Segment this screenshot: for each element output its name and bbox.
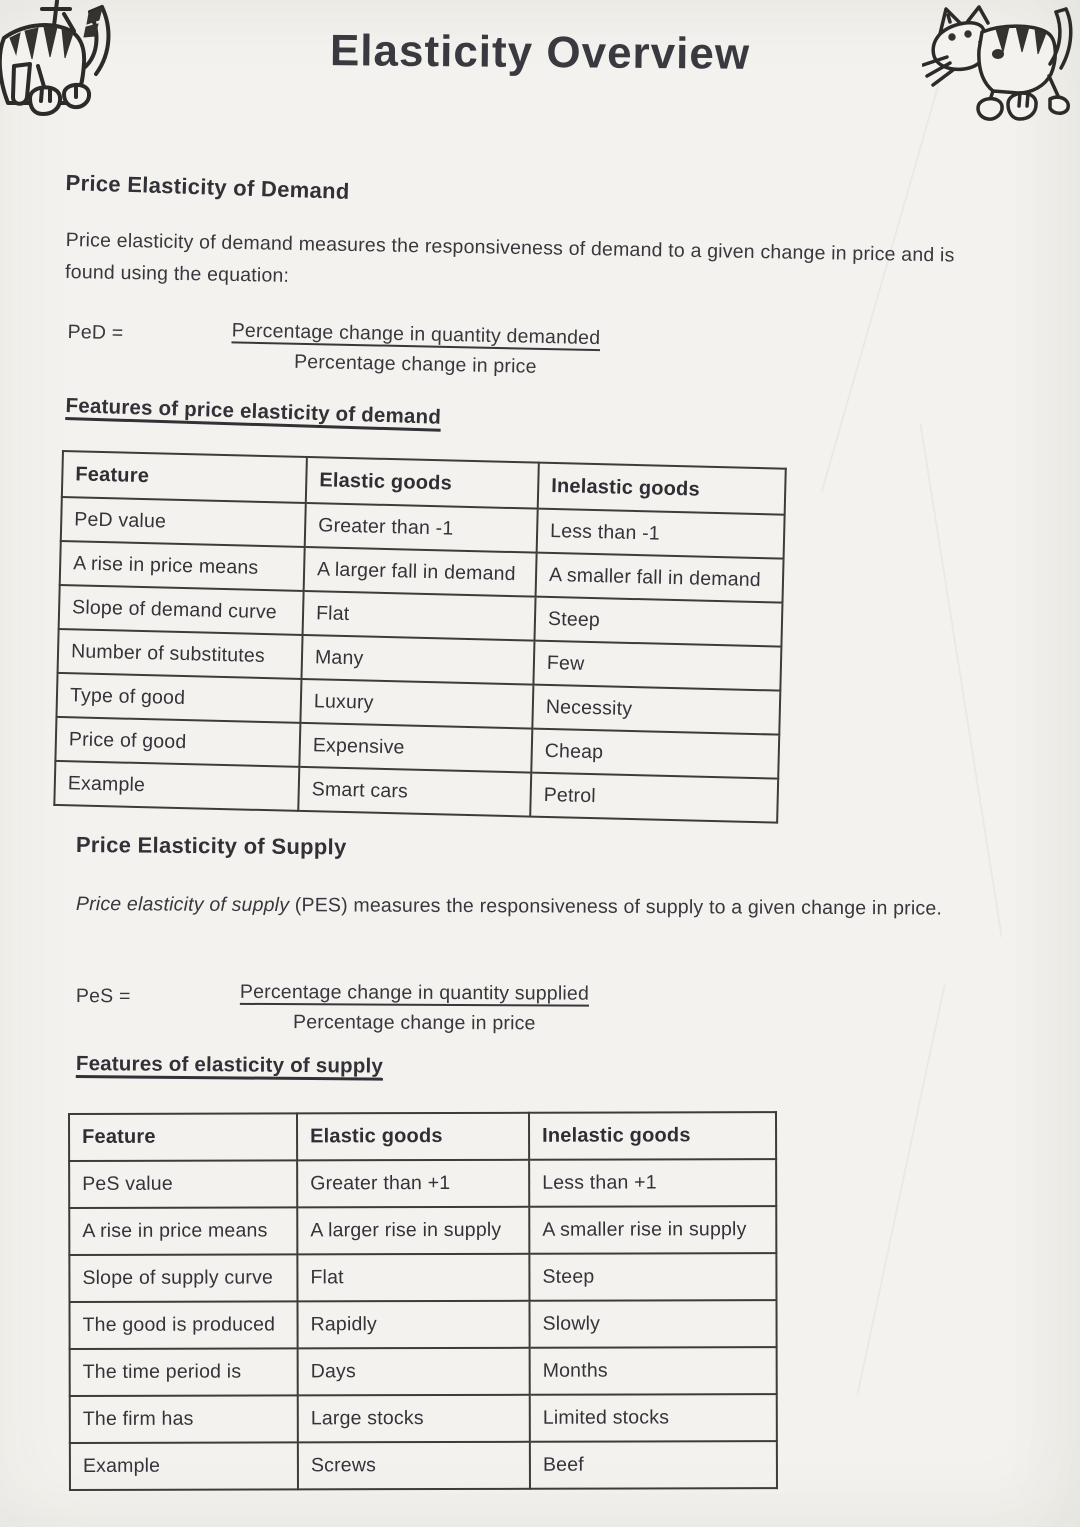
table-cell: Flat: [303, 591, 536, 641]
table-row: [69, 1300, 776, 1349]
table-row: [69, 1159, 776, 1208]
table-cell: Price of good: [55, 717, 300, 767]
column-header: Inelastic goods: [538, 463, 786, 515]
ped-equation: [67, 316, 601, 380]
table-cell: Example: [54, 761, 299, 811]
table-cell: Limited stocks: [530, 1394, 777, 1442]
table-cell: Beef: [530, 1441, 777, 1489]
pes-equation-denominator: Percentage change in price: [292, 1011, 536, 1035]
table-cell: A larger fall in demand: [304, 547, 537, 597]
table-cell: Type of good: [56, 673, 301, 723]
table-cell: Slowly: [529, 1300, 776, 1348]
demand-features-heading: Features of price elasticity of demand: [65, 394, 442, 429]
column-header: Feature: [62, 451, 307, 503]
supply-section-heading: Price Elasticity of Supply: [75, 832, 347, 860]
table-cell: A smaller rise in supply: [529, 1206, 776, 1254]
ped-equation-numerator: Percentage change in quantity demanded: [231, 319, 601, 350]
table-cell: Greater than -1: [305, 503, 538, 553]
ped-features-table: [53, 450, 786, 824]
table-cell: PeD value: [61, 497, 306, 547]
table-cell: A smaller fall in demand: [536, 553, 784, 603]
supply-intro-rest: (PES) measures the responsiveness of supply to a given change in price.: [289, 894, 943, 920]
scan-crease: [856, 984, 945, 1395]
table-cell: Number of substitutes: [58, 629, 303, 679]
table-cell: Cheap: [531, 729, 779, 779]
demand-intro-paragraph: Price elasticity of demand measures the responsiveness of demand to a given change in price and is found using the equation:: [64, 228, 955, 287]
supply-intro-paragraph: [76, 888, 960, 926]
table-cell: Expensive: [299, 723, 532, 773]
table-cell: Luxury: [300, 679, 533, 729]
table-row: [70, 1347, 777, 1396]
table-row: [70, 1394, 777, 1443]
table-cell: Steep: [529, 1253, 776, 1301]
table-cell: Less than +1: [529, 1159, 776, 1207]
table-cell: Few: [533, 641, 781, 691]
page-title: Elasticity Overview: [329, 26, 751, 79]
column-header: Elastic goods: [297, 1113, 529, 1161]
table-cell: A rise in price means: [60, 541, 305, 591]
table-cell: The time period is: [70, 1348, 298, 1396]
table-header-row: [69, 1112, 776, 1161]
table-row: [69, 1253, 776, 1302]
table-cell: Months: [530, 1347, 777, 1395]
table-cell: PeS value: [69, 1160, 297, 1208]
table-cell: Petrol: [530, 773, 778, 823]
supply-features-heading: Features of elasticity of supply: [75, 1052, 384, 1078]
table-cell: A larger rise in supply: [297, 1207, 529, 1255]
table-cell: Slope of demand curve: [59, 585, 304, 635]
table-cell: Smart cars: [298, 767, 531, 817]
pes-features-table: [68, 1111, 778, 1491]
pes-equation-fraction: [240, 981, 589, 1036]
table-cell: Rapidly: [297, 1301, 529, 1349]
ped-equation-label: PeD =: [67, 320, 124, 345]
table-cell: Days: [298, 1348, 530, 1396]
demand-section-heading: Price Elasticity of Demand: [65, 170, 350, 204]
column-header: Inelastic goods: [529, 1112, 776, 1160]
scan-crease: [919, 423, 1002, 937]
pes-equation-label: PeS =: [75, 984, 131, 1008]
table-cell: Screws: [298, 1442, 530, 1490]
pes-equation-numerator: Percentage change in quantity supplied: [239, 980, 590, 1005]
table-cell: The firm has: [70, 1395, 298, 1443]
table-cell: A rise in price means: [69, 1207, 297, 1255]
supply-intro-italic-phrase: Price elasticity of supply: [75, 892, 290, 917]
table-cell: Necessity: [532, 685, 780, 735]
ped-equation-fraction: [231, 319, 601, 380]
table-row: [70, 1441, 777, 1490]
table-cell: Less than -1: [537, 509, 785, 559]
table-cell: The good is produced: [69, 1301, 297, 1349]
table-cell: Example: [70, 1442, 298, 1490]
table-cell: Slope of supply curve: [69, 1254, 297, 1302]
column-header: Elastic goods: [306, 457, 539, 509]
ped-equation-denominator: Percentage change in price: [293, 350, 537, 378]
table-cell: Steep: [534, 597, 782, 647]
table-cell: Flat: [297, 1254, 529, 1302]
table-cell: Large stocks: [298, 1395, 530, 1443]
column-header: Feature: [69, 1113, 297, 1161]
pes-equation: [76, 980, 589, 1036]
table-cell: Many: [301, 635, 534, 685]
table-cell: Greater than +1: [297, 1160, 529, 1208]
table-row: [69, 1206, 776, 1255]
